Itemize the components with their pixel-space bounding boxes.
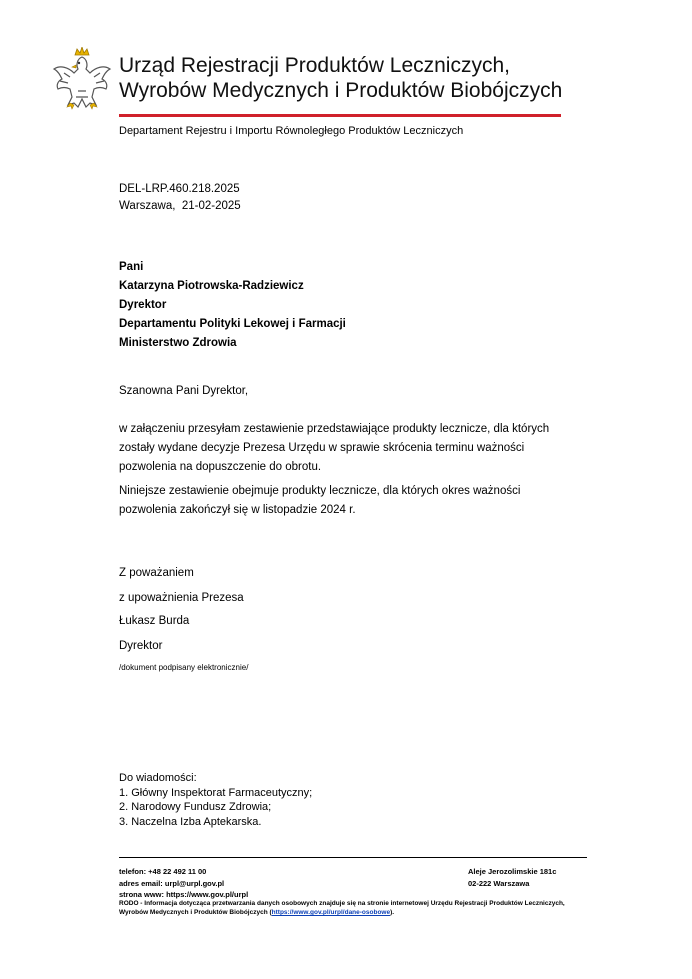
rodo-link[interactable]: https://www.gov.pl/urpl/dane-osobowe bbox=[271, 909, 391, 916]
recipient-department: Departamentu Polityki Lekowej i Farmacji bbox=[119, 318, 346, 330]
rodo-text: RODO - Informacja dotycząca przetwarzania danych osobowych znajduje się na stronie internetowej Urzędu Rejestracji Produktów Leczniczych, Wyrobów Medycznych i Produktów Biobójczych ( bbox=[119, 900, 565, 916]
footer-rule bbox=[119, 857, 587, 858]
body-paragraph-2: Niniejsze zestawienie obejmuje produkty lecznicze, dla których okres ważności pozwolenia zakończył się w listopadzie 2024 r. bbox=[119, 485, 521, 516]
white-eagle-emblem-icon bbox=[50, 47, 114, 113]
authorization: z upoważnienia Prezesa bbox=[119, 592, 244, 604]
cc-list bbox=[119, 771, 312, 829]
signer-name: Łukasz Burda bbox=[119, 615, 190, 627]
institution-name bbox=[119, 53, 562, 103]
department-name: Departament Rejestru i Importu Równoległego Produktów Leczniczych bbox=[119, 125, 464, 137]
recipient-name: Katarzyna Piotrowska-Radziewicz bbox=[119, 280, 304, 292]
recipient-address bbox=[119, 258, 346, 353]
closing: Z poważaniem bbox=[119, 567, 194, 579]
reference-block bbox=[119, 181, 241, 215]
institution-name-line2: Wyrobów Medycznych i Produktów Biobójczych bbox=[119, 79, 563, 102]
body-paragraph-1: w załączeniu przesyłam zestawienie przedstawiające produkty lecznicze, dla których zostały wydane decyzje Prezesa Urzędu w sprawie skrócenia terminu ważności pozwolenia na dopuszczenie do obrotu. bbox=[119, 423, 550, 473]
recipient-position: Dyrektor bbox=[119, 299, 167, 311]
list-item: 1. Główny Inspektorat Farmaceutyczny; bbox=[119, 786, 313, 799]
signer-title: Dyrektor bbox=[119, 640, 163, 652]
reference-number: DEL-LRP.460.218.2025 bbox=[119, 183, 240, 195]
footer-website: strona www: https://www.gov.pl/urpl bbox=[119, 890, 249, 899]
footer-email: adres email: urpl@urpl.gov.pl bbox=[119, 878, 225, 888]
list-item: 2. Narodowy Fundusz Zdrowia; bbox=[119, 801, 272, 813]
recipient-salutation: Pani bbox=[119, 261, 144, 273]
rodo-notice bbox=[119, 899, 569, 917]
rodo-end: ). bbox=[390, 909, 395, 916]
place-date: Warszawa, 21-02-2025 bbox=[119, 200, 241, 212]
footer-phone: telefon: +48 22 492 11 00 bbox=[119, 867, 207, 876]
footer-contact bbox=[119, 866, 248, 901]
cc-title: Do wiadomości: bbox=[119, 772, 197, 784]
greeting: Szanowna Pani Dyrektor, bbox=[119, 385, 249, 397]
footer-city: 02-222 Warszawa bbox=[468, 878, 530, 888]
footer-address bbox=[468, 866, 556, 889]
recipient-institution: Ministerstwo Zdrowia bbox=[119, 337, 237, 349]
footer-street: Aleje Jerozolimskie 181c bbox=[468, 867, 557, 876]
institution-name-line1: Urząd Rejestracji Produktów Leczniczych, bbox=[119, 54, 510, 77]
list-item: 3. Naczelna Izba Aptekarska. bbox=[119, 815, 262, 828]
header-red-rule bbox=[119, 114, 561, 117]
signature-note: /dokument podpisany elektronicznie/ bbox=[119, 663, 249, 672]
